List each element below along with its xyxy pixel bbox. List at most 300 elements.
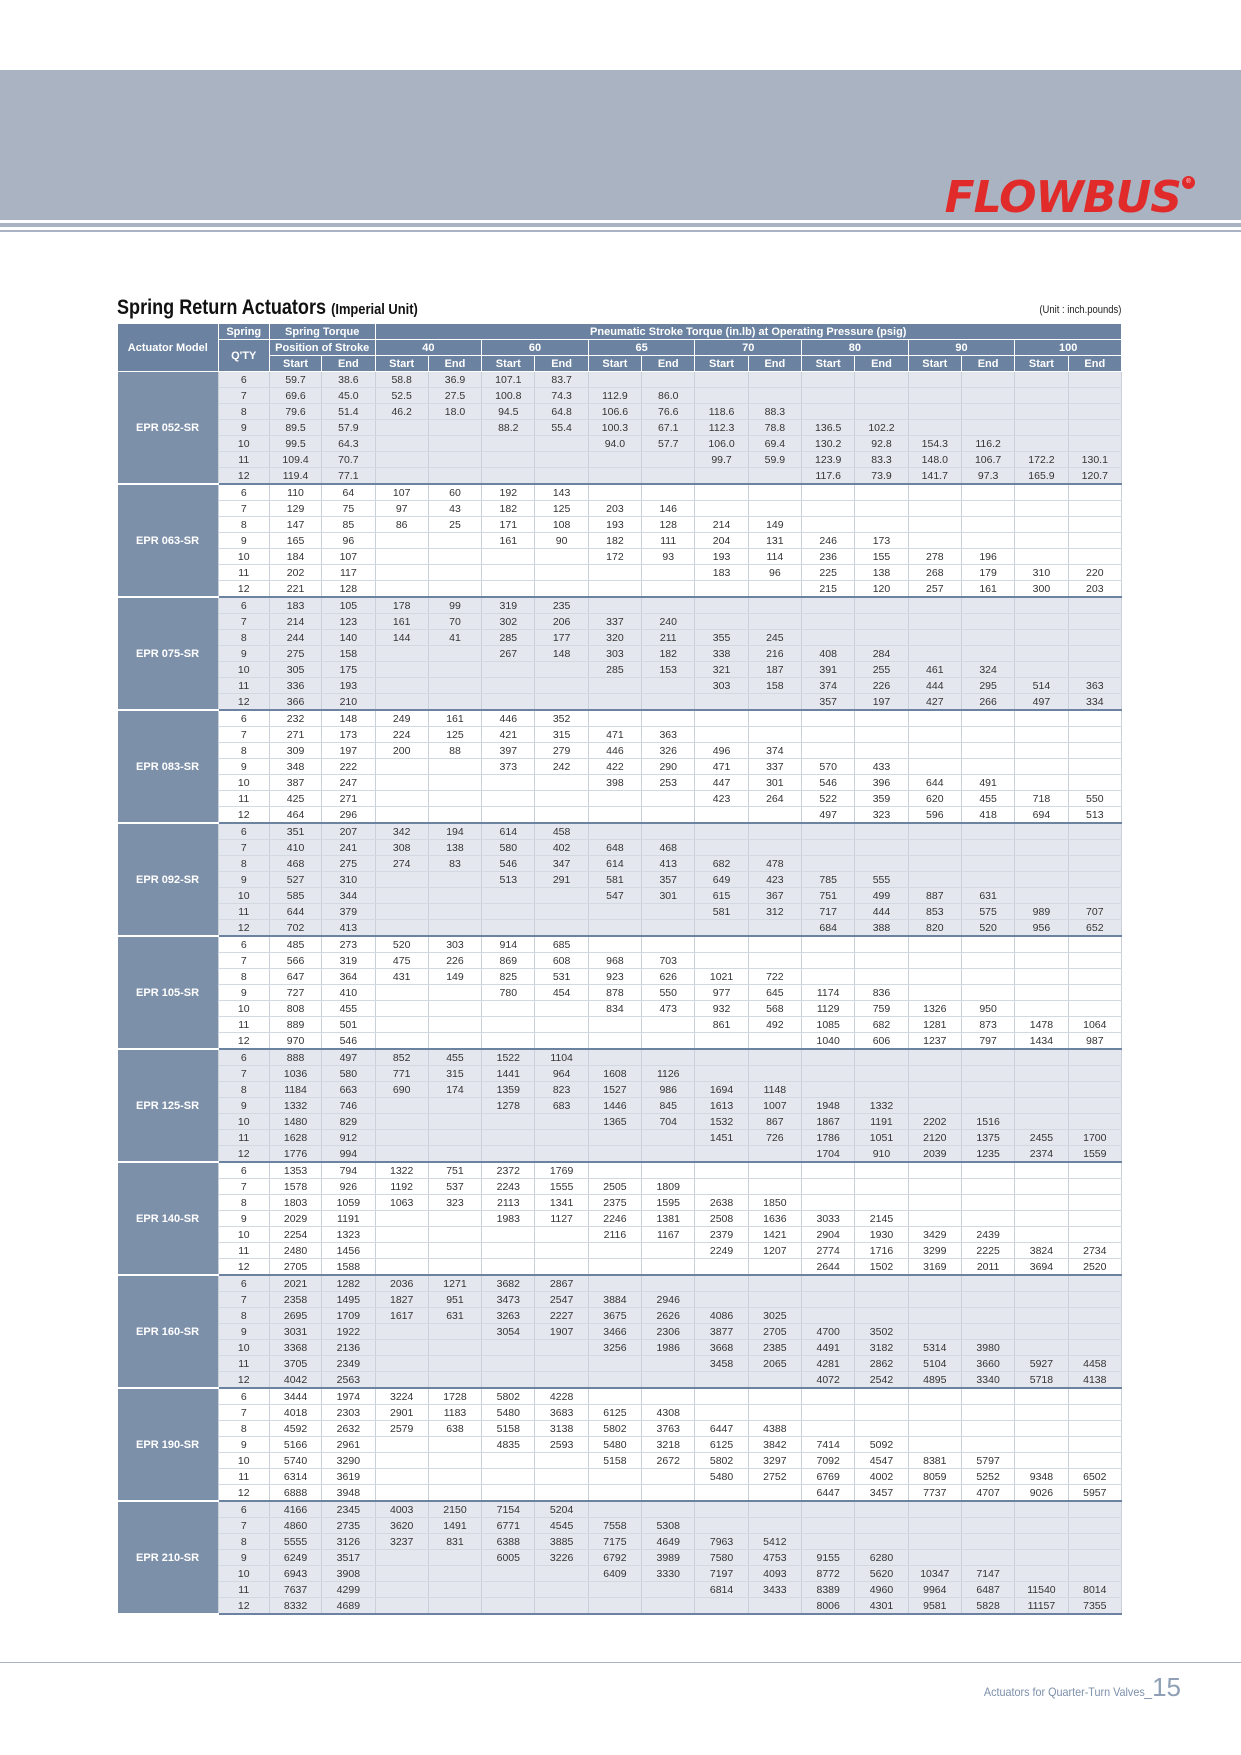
torque-cell: 4003 — [375, 1501, 428, 1518]
torque-cell — [1015, 404, 1068, 420]
torque-cell — [428, 1259, 481, 1276]
spring-qty-cell: 7 — [218, 614, 269, 630]
table-row — [118, 1453, 1122, 1469]
torque-cell: 1271 — [428, 1275, 481, 1292]
torque-cell — [535, 1259, 588, 1276]
torque-cell — [375, 1356, 428, 1372]
torque-cell: 1064 — [1068, 1017, 1121, 1033]
torque-cell — [375, 1340, 428, 1356]
torque-cell: 310 — [322, 872, 375, 888]
torque-cell: 207 — [322, 823, 375, 840]
torque-cell — [535, 1469, 588, 1485]
torque-cell: 6005 — [482, 1550, 535, 1566]
torque-cell — [1015, 1453, 1068, 1469]
torque-cell — [428, 775, 481, 791]
torque-cell: 296 — [322, 807, 375, 824]
torque-cell — [748, 501, 801, 517]
torque-cell: 59.9 — [748, 452, 801, 468]
torque-cell — [855, 969, 908, 985]
torque-cell: 1948 — [802, 1098, 855, 1114]
torque-cell: 2752 — [748, 1469, 801, 1485]
torque-cell: 2563 — [322, 1372, 375, 1389]
torque-cell: 197 — [322, 743, 375, 759]
table-row — [118, 807, 1122, 824]
torque-cell: 1421 — [748, 1227, 801, 1243]
torque-cell: 6125 — [695, 1437, 748, 1453]
torque-cell: 86 — [375, 517, 428, 533]
torque-cell — [695, 1259, 748, 1276]
torque-cell — [855, 1049, 908, 1066]
torque-cell: 4545 — [535, 1518, 588, 1534]
torque-cell: 3948 — [322, 1485, 375, 1502]
torque-cell: 147 — [269, 517, 321, 533]
table-row — [118, 517, 1122, 533]
torque-cell — [375, 759, 428, 775]
torque-cell — [908, 1550, 961, 1566]
torque-cell — [1015, 953, 1068, 969]
torque-cell: 1617 — [375, 1308, 428, 1324]
torque-cell — [1068, 1518, 1121, 1534]
torque-cell: 652 — [1068, 920, 1121, 937]
torque-cell — [375, 436, 428, 452]
torque-cell: 1456 — [322, 1243, 375, 1259]
torque-cell: 165 — [269, 533, 321, 549]
torque-cell: 1613 — [695, 1098, 748, 1114]
torque-cell — [535, 1017, 588, 1033]
table-row — [118, 436, 1122, 452]
torque-cell — [588, 694, 641, 711]
torque-cell — [802, 823, 855, 840]
torque-cell — [695, 1033, 748, 1050]
torque-cell: 1578 — [269, 1179, 321, 1195]
header-pressure: 80 — [802, 340, 909, 356]
torque-cell: 264 — [748, 791, 801, 807]
torque-cell — [855, 1534, 908, 1550]
torque-cell: 111 — [642, 533, 695, 549]
torque-cell: 45.0 — [322, 388, 375, 404]
torque-cell — [482, 920, 535, 937]
torque-cell — [908, 743, 961, 759]
torque-cell: 513 — [1068, 807, 1121, 824]
torque-cell: 88.2 — [482, 420, 535, 436]
torque-cell: 1174 — [802, 985, 855, 1001]
spring-qty-cell: 8 — [218, 743, 269, 759]
torque-cell: 323 — [855, 807, 908, 824]
torque-cell: 1059 — [322, 1195, 375, 1211]
torque-cell: 1527 — [588, 1082, 641, 1098]
torque-cell: 301 — [642, 888, 695, 904]
torque-cell — [1068, 1114, 1121, 1130]
table-row — [118, 840, 1122, 856]
table-row — [118, 1356, 1122, 1372]
torque-cell: 60 — [428, 484, 481, 501]
torque-cell: 2254 — [269, 1227, 321, 1243]
torque-cell: 444 — [855, 904, 908, 920]
torque-cell: 6125 — [588, 1405, 641, 1421]
torque-cell: 5158 — [482, 1421, 535, 1437]
torque-cell — [1015, 646, 1068, 662]
torque-cell — [642, 1049, 695, 1066]
torque-cell: 1434 — [1015, 1033, 1068, 1050]
torque-cell — [588, 710, 641, 727]
torque-cell: 861 — [695, 1017, 748, 1033]
torque-cell — [1068, 404, 1121, 420]
table-row — [118, 533, 1122, 549]
torque-cell: 367 — [748, 888, 801, 904]
torque-cell — [855, 484, 908, 501]
table-row — [118, 888, 1122, 904]
torque-cell — [961, 533, 1014, 549]
header-start: Start — [269, 356, 321, 372]
torque-cell: 1480 — [269, 1114, 321, 1130]
torque-cell: 410 — [269, 840, 321, 856]
torque-cell: 845 — [642, 1098, 695, 1114]
torque-cell — [855, 1082, 908, 1098]
torque-cell — [1015, 936, 1068, 953]
torque-cell: 1628 — [269, 1130, 321, 1146]
torque-cell — [1068, 1501, 1121, 1518]
torque-cell — [482, 1453, 535, 1469]
torque-cell — [642, 710, 695, 727]
torque-cell — [642, 920, 695, 937]
torque-cell: 5314 — [908, 1340, 961, 1356]
torque-cell: 468 — [269, 856, 321, 872]
torque-cell — [695, 710, 748, 727]
torque-cell: 153 — [642, 662, 695, 678]
torque-cell — [908, 1421, 961, 1437]
torque-cell: 555 — [855, 872, 908, 888]
torque-cell: 647 — [269, 969, 321, 985]
torque-cell: 2961 — [322, 1437, 375, 1453]
torque-cell: 1986 — [642, 1340, 695, 1356]
torque-cell: 454 — [535, 985, 588, 1001]
table-row — [118, 920, 1122, 937]
torque-cell: 179 — [961, 565, 1014, 581]
spring-qty-cell: 10 — [218, 1453, 269, 1469]
torque-cell: 970 — [269, 1033, 321, 1050]
torque-cell: 829 — [322, 1114, 375, 1130]
torque-cell — [428, 1437, 481, 1453]
spring-qty-cell: 7 — [218, 388, 269, 404]
torque-cell: 90 — [535, 533, 588, 549]
torque-cell: 7580 — [695, 1550, 748, 1566]
table-row — [118, 759, 1122, 775]
torque-cell: 221 — [269, 581, 321, 598]
torque-cell: 106.0 — [695, 436, 748, 452]
torque-cell: 746 — [322, 1098, 375, 1114]
torque-cell: 131 — [748, 533, 801, 549]
torque-cell: 444 — [908, 678, 961, 694]
torque-cell: 1441 — [482, 1066, 535, 1082]
torque-cell — [855, 1388, 908, 1405]
torque-cell: 235 — [535, 597, 588, 614]
torque-cell: 910 — [855, 1146, 908, 1163]
torque-cell — [908, 840, 961, 856]
torque-cell — [961, 856, 1014, 872]
torque-cell: 702 — [269, 920, 321, 937]
torque-cell: 334 — [1068, 694, 1121, 711]
torque-cell: 614 — [588, 856, 641, 872]
torque-cell — [1068, 1066, 1121, 1082]
torque-cell: 102.2 — [855, 420, 908, 436]
table-row — [118, 1195, 1122, 1211]
torque-cell: 1502 — [855, 1259, 908, 1276]
spring-qty-cell: 10 — [218, 1114, 269, 1130]
torque-cell: 2349 — [322, 1356, 375, 1372]
torque-cell — [375, 1227, 428, 1243]
torque-cell: 522 — [802, 791, 855, 807]
table-header — [118, 324, 1122, 372]
torque-cell — [375, 420, 428, 436]
torque-cell: 88 — [428, 743, 481, 759]
torque-cell: 184 — [269, 549, 321, 565]
torque-cell — [1015, 1324, 1068, 1340]
torque-cell: 2150 — [428, 1501, 481, 1518]
torque-cell: 1532 — [695, 1114, 748, 1130]
torque-cell: 1353 — [269, 1162, 321, 1179]
torque-cell: 8389 — [802, 1582, 855, 1598]
torque-cell — [1068, 953, 1121, 969]
torque-cell: 645 — [748, 985, 801, 1001]
torque-cell: 1827 — [375, 1292, 428, 1308]
table-row — [118, 969, 1122, 985]
torque-cell: 161 — [375, 614, 428, 630]
spring-qty-cell: 10 — [218, 888, 269, 904]
header-rule-thin — [0, 230, 1241, 232]
torque-cell: 1694 — [695, 1082, 748, 1098]
torque-cell: 694 — [1015, 807, 1068, 824]
torque-cell — [1068, 1227, 1121, 1243]
torque-cell: 3340 — [961, 1372, 1014, 1389]
torque-cell: 112.3 — [695, 420, 748, 436]
torque-cell — [908, 1098, 961, 1114]
torque-cell — [961, 646, 1014, 662]
torque-cell: 7147 — [961, 1566, 1014, 1582]
torque-cell: 2021 — [269, 1275, 321, 1292]
actuator-model-cell: EPR 210-SR — [118, 1501, 219, 1614]
torque-cell: 1559 — [1068, 1146, 1121, 1163]
torque-cell: 363 — [642, 727, 695, 743]
torque-cell: 682 — [695, 856, 748, 872]
torque-cell — [482, 565, 535, 581]
torque-cell — [1015, 372, 1068, 388]
table-row — [118, 1405, 1122, 1421]
torque-cell: 202 — [269, 565, 321, 581]
spring-qty-cell: 9 — [218, 1324, 269, 1340]
torque-cell: 6814 — [695, 1582, 748, 1598]
torque-cell: 703 — [642, 953, 695, 969]
torque-cell: 2508 — [695, 1211, 748, 1227]
torque-cell — [482, 1566, 535, 1582]
table-row — [118, 1227, 1122, 1243]
torque-cell: 148 — [322, 710, 375, 727]
torque-cell: 2202 — [908, 1114, 961, 1130]
torque-cell — [748, 581, 801, 598]
torque-cell: 3263 — [482, 1308, 535, 1324]
torque-cell: 106.6 — [588, 404, 641, 420]
torque-cell: 200 — [375, 743, 428, 759]
spring-qty-cell: 10 — [218, 775, 269, 791]
torque-cell: 1323 — [322, 1227, 375, 1243]
table-row — [118, 1485, 1122, 1502]
torque-cell: 92.8 — [855, 436, 908, 452]
torque-cell: 64 — [322, 484, 375, 501]
torque-cell — [588, 904, 641, 920]
torque-cell — [1068, 775, 1121, 791]
torque-cell — [482, 791, 535, 807]
spring-qty-cell: 10 — [218, 1227, 269, 1243]
torque-cell: 606 — [855, 1033, 908, 1050]
torque-cell — [535, 1001, 588, 1017]
torque-cell: 99.7 — [695, 452, 748, 468]
torque-cell — [428, 549, 481, 565]
table-row — [118, 1437, 1122, 1453]
torque-cell: 1930 — [855, 1227, 908, 1243]
spring-qty-cell: 9 — [218, 420, 269, 436]
torque-cell: 70 — [428, 614, 481, 630]
torque-cell: 485 — [269, 936, 321, 953]
torque-cell: 3502 — [855, 1324, 908, 1340]
torque-cell: 1375 — [961, 1130, 1014, 1146]
torque-cell — [1015, 969, 1068, 985]
torque-cell — [535, 1453, 588, 1469]
torque-cell — [695, 1275, 748, 1292]
torque-cell: 418 — [961, 807, 1014, 824]
torque-cell — [535, 1372, 588, 1389]
torque-cell — [961, 936, 1014, 953]
torque-cell — [1068, 840, 1121, 856]
torque-cell — [482, 775, 535, 791]
torque-cell: 1021 — [695, 969, 748, 985]
torque-cell — [535, 1582, 588, 1598]
torque-cell: 684 — [802, 920, 855, 937]
torque-cell — [588, 484, 641, 501]
spring-qty-cell: 9 — [218, 759, 269, 775]
torque-cell — [908, 630, 961, 646]
torque-cell — [1015, 630, 1068, 646]
torque-cell — [428, 1340, 481, 1356]
torque-cell — [642, 1598, 695, 1615]
torque-cell: 514 — [1015, 678, 1068, 694]
torque-cell: 867 — [748, 1114, 801, 1130]
torque-cell — [482, 1485, 535, 1502]
header-start: Start — [588, 356, 641, 372]
torque-cell: 1167 — [642, 1227, 695, 1243]
torque-cell: 75 — [322, 501, 375, 517]
table-row — [118, 1566, 1122, 1582]
torque-cell: 5252 — [961, 1469, 1014, 1485]
torque-cell: 1595 — [642, 1195, 695, 1211]
table-row — [118, 1001, 1122, 1017]
torque-cell — [961, 614, 1014, 630]
torque-cell — [1015, 1275, 1068, 1292]
torque-cell — [1015, 743, 1068, 759]
torque-cell — [375, 920, 428, 937]
torque-cell — [535, 1598, 588, 1615]
torque-cell: 3884 — [588, 1292, 641, 1308]
torque-cell: 1608 — [588, 1066, 641, 1082]
torque-cell — [428, 791, 481, 807]
torque-cell: 266 — [961, 694, 1014, 711]
title-sub: (Imperial Unit) — [331, 301, 418, 318]
header-pressure: 100 — [1015, 340, 1122, 356]
torque-cell: 9964 — [908, 1582, 961, 1598]
torque-cell — [428, 533, 481, 549]
torque-cell: 932 — [695, 1001, 748, 1017]
spring-qty-cell: 8 — [218, 404, 269, 420]
torque-cell — [1015, 517, 1068, 533]
torque-cell: 300 — [1015, 581, 1068, 598]
torque-cell: 51.4 — [322, 404, 375, 420]
torque-cell — [802, 1388, 855, 1405]
torque-cell — [535, 565, 588, 581]
torque-cell — [482, 807, 535, 824]
torque-cell: 222 — [322, 759, 375, 775]
torque-cell — [1068, 872, 1121, 888]
torque-cell: 2113 — [482, 1195, 535, 1211]
torque-cell — [908, 1518, 961, 1534]
table-row — [118, 1098, 1122, 1114]
torque-cell: 461 — [908, 662, 961, 678]
torque-cell: 3368 — [269, 1340, 321, 1356]
torque-cell: 1922 — [322, 1324, 375, 1340]
torque-cell: 5927 — [1015, 1356, 1068, 1372]
torque-cell — [482, 1130, 535, 1146]
torque-cell — [588, 1485, 641, 1502]
header-spring-torque: Spring Torque — [269, 324, 375, 340]
torque-cell: 397 — [482, 743, 535, 759]
torque-cell — [908, 710, 961, 727]
torque-cell: 1007 — [748, 1098, 801, 1114]
torque-cell — [1015, 1518, 1068, 1534]
torque-cell: 291 — [535, 872, 588, 888]
torque-cell: 83.7 — [535, 372, 588, 388]
torque-cell: 496 — [695, 743, 748, 759]
torque-cell: 3433 — [748, 1582, 801, 1598]
actuator-model-cell: EPR 092-SR — [118, 823, 219, 936]
torque-cell — [1068, 1001, 1121, 1017]
torque-cell — [428, 468, 481, 485]
torque-cell: 1983 — [482, 1211, 535, 1227]
torque-cell: 4002 — [855, 1469, 908, 1485]
torque-cell — [588, 1372, 641, 1389]
torque-cell — [1015, 1421, 1068, 1437]
torque-cell: 5740 — [269, 1453, 321, 1469]
torque-cell: 1085 — [802, 1017, 855, 1033]
torque-cell — [535, 468, 588, 485]
torque-cell: 274 — [375, 856, 428, 872]
torque-cell: 387 — [269, 775, 321, 791]
torque-cell — [1015, 1066, 1068, 1082]
torque-cell — [908, 1324, 961, 1340]
spring-qty-cell: 6 — [218, 484, 269, 501]
torque-cell: 192 — [482, 484, 535, 501]
torque-cell: 683 — [535, 1098, 588, 1114]
torque-cell: 70.7 — [322, 452, 375, 468]
torque-cell — [1015, 501, 1068, 517]
torque-cell: 6447 — [695, 1421, 748, 1437]
spring-qty-cell: 6 — [218, 710, 269, 727]
torque-cell: 1769 — [535, 1162, 588, 1179]
torque-cell: 11540 — [1015, 1582, 1068, 1598]
torque-cell: 242 — [535, 759, 588, 775]
torque-cell — [1068, 388, 1121, 404]
torque-cell: 149 — [428, 969, 481, 985]
torque-cell: 323 — [428, 1195, 481, 1211]
torque-cell — [748, 1372, 801, 1389]
torque-cell — [1068, 1388, 1121, 1405]
torque-cell: 475 — [375, 953, 428, 969]
